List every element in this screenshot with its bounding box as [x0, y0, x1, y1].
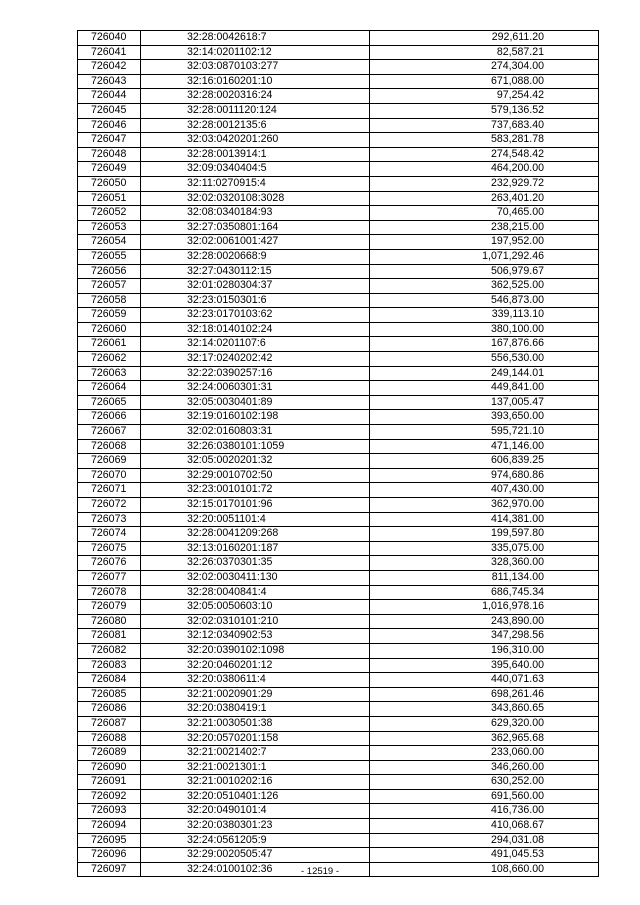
cadastral-number-cell: 32:21:0030501:38 [141, 716, 370, 731]
cadastral-number-cell: 32:20:0380301:23 [141, 819, 370, 834]
record-id-cell: 726088 [78, 731, 141, 746]
record-id-cell: 726053 [78, 220, 141, 235]
table-row [78, 279, 599, 294]
amount-cell: 440,071.63 [370, 673, 599, 688]
table-row [78, 162, 599, 177]
record-id-cell: 726059 [78, 308, 141, 323]
cadastral-number-cell: 32:09:0340404:5 [141, 162, 370, 177]
record-id-cell: 726040 [78, 31, 141, 46]
record-id-cell: 726073 [78, 512, 141, 527]
amount-cell: 629,320.00 [370, 716, 599, 731]
cadastral-number-cell: 32:11:0270915:4 [141, 176, 370, 191]
amount-cell: 97,254.42 [370, 89, 599, 104]
amount-cell: 410,068.67 [370, 819, 599, 834]
cadastral-number-cell: 32:18:0140102:24 [141, 322, 370, 337]
record-id-cell: 726049 [78, 162, 141, 177]
amount-cell: 274,548.42 [370, 147, 599, 162]
amount-cell: 137,005.47 [370, 395, 599, 410]
record-id-cell: 726061 [78, 337, 141, 352]
table-row [78, 337, 599, 352]
cadastral-number-cell: 32:02:0030411:130 [141, 570, 370, 585]
cadastral-number-cell: 32:22:0390257:16 [141, 366, 370, 381]
record-id-cell: 726078 [78, 585, 141, 600]
table-row [78, 60, 599, 75]
record-id-cell: 726085 [78, 687, 141, 702]
amount-cell: 347,298.56 [370, 629, 599, 644]
cadastral-number-cell: 32:20:0570201:158 [141, 731, 370, 746]
record-id-cell: 726080 [78, 614, 141, 629]
cadastral-number-cell: 32:24:0060301:31 [141, 381, 370, 396]
amount-cell: 233,060.00 [370, 746, 599, 761]
record-id-cell: 726090 [78, 760, 141, 775]
table-row [78, 293, 599, 308]
amount-cell: 471,146.00 [370, 439, 599, 454]
cadastral-number-cell: 32:28:0042618:7 [141, 31, 370, 46]
table-row [78, 410, 599, 425]
cadastral-number-cell: 32:13:0160201:187 [141, 541, 370, 556]
cadastral-number-cell: 32:21:0020901:29 [141, 687, 370, 702]
table-row [78, 395, 599, 410]
cadastral-number-cell: 32:28:0011120:124 [141, 103, 370, 118]
amount-cell: 974,680.86 [370, 468, 599, 483]
cadastral-number-cell: 32:24:0100102:36 [141, 862, 370, 877]
page-number: - 12519 - [300, 866, 340, 877]
record-id-cell: 726096 [78, 848, 141, 863]
amount-cell: 232,929.72 [370, 176, 599, 191]
table-row [78, 322, 599, 337]
cadastral-number-cell: 32:03:0420201:260 [141, 133, 370, 148]
record-id-cell: 726064 [78, 381, 141, 396]
property-table-body [78, 31, 599, 877]
amount-cell: 328,360.00 [370, 556, 599, 571]
amount-cell: 698,261.46 [370, 687, 599, 702]
record-id-cell: 726062 [78, 352, 141, 367]
cadastral-number-cell: 32:27:0430112:15 [141, 264, 370, 279]
cadastral-number-cell: 32:20:0380611:4 [141, 673, 370, 688]
record-id-cell: 726082 [78, 643, 141, 658]
amount-cell: 414,381.00 [370, 512, 599, 527]
cadastral-number-cell: 32:01:0280304:37 [141, 279, 370, 294]
cadastral-number-cell: 32:28:0041209:268 [141, 527, 370, 542]
amount-cell: 464,200.00 [370, 162, 599, 177]
table-row [78, 366, 599, 381]
amount-cell: 343,860.65 [370, 702, 599, 717]
record-id-cell: 726089 [78, 746, 141, 761]
amount-cell: 395,640.00 [370, 658, 599, 673]
amount-cell: 70,465.00 [370, 206, 599, 221]
cadastral-number-cell: 32:29:0010702:50 [141, 468, 370, 483]
amount-cell: 197,952.00 [370, 235, 599, 250]
table-row [78, 308, 599, 323]
record-id-cell: 726069 [78, 454, 141, 469]
table-row [78, 687, 599, 702]
record-id-cell: 726075 [78, 541, 141, 556]
table-row [78, 381, 599, 396]
record-id-cell: 726081 [78, 629, 141, 644]
amount-cell: 407,430.00 [370, 483, 599, 498]
amount-cell: 449,841.00 [370, 381, 599, 396]
table-row [78, 103, 599, 118]
table-row [78, 74, 599, 89]
record-id-cell: 726060 [78, 322, 141, 337]
cadastral-number-cell: 32:05:0020201:32 [141, 454, 370, 469]
cadastral-number-cell: 32:02:0160803:31 [141, 425, 370, 440]
table-row [78, 585, 599, 600]
record-id-cell: 726070 [78, 468, 141, 483]
cadastral-number-cell: 32:26:0380101:1059 [141, 439, 370, 454]
record-id-cell: 726095 [78, 833, 141, 848]
amount-cell: 630,252.00 [370, 775, 599, 790]
amount-cell: 691,560.00 [370, 789, 599, 804]
table-row [78, 600, 599, 615]
amount-cell: 491,045.53 [370, 848, 599, 863]
amount-cell: 380,100.00 [370, 322, 599, 337]
cadastral-number-cell: 32:23:0150301:6 [141, 293, 370, 308]
cadastral-number-cell: 32:21:0010202:16 [141, 775, 370, 790]
cadastral-number-cell: 32:21:0021402:7 [141, 746, 370, 761]
cadastral-number-cell: 32:28:0020316:24 [141, 89, 370, 104]
amount-cell: 362,525.00 [370, 279, 599, 294]
amount-cell: 1,071,292.46 [370, 249, 599, 264]
cadastral-number-cell: 32:21:0021301:1 [141, 760, 370, 775]
cadastral-number-cell: 32:20:0380419:1 [141, 702, 370, 717]
table-row [78, 235, 599, 250]
record-id-cell: 726055 [78, 249, 141, 264]
record-id-cell: 726045 [78, 103, 141, 118]
amount-cell: 249,144.01 [370, 366, 599, 381]
record-id-cell: 726077 [78, 570, 141, 585]
amount-cell: 671,088.00 [370, 74, 599, 89]
cadastral-number-cell: 32:02:0310101:210 [141, 614, 370, 629]
record-id-cell: 726056 [78, 264, 141, 279]
record-id-cell: 726048 [78, 147, 141, 162]
amount-cell: 1,016,978.16 [370, 600, 599, 615]
table-row [78, 629, 599, 644]
amount-cell: 686,745.34 [370, 585, 599, 600]
record-id-cell: 726068 [78, 439, 141, 454]
record-id-cell: 726074 [78, 527, 141, 542]
table-row [78, 118, 599, 133]
table-row [78, 454, 599, 469]
record-id-cell: 726097 [78, 862, 141, 877]
record-id-cell: 726044 [78, 89, 141, 104]
table-row [78, 716, 599, 731]
cadastral-number-cell: 32:20:0051101:4 [141, 512, 370, 527]
cadastral-number-cell: 32:20:0460201:12 [141, 658, 370, 673]
cadastral-number-cell: 32:28:0040841:4 [141, 585, 370, 600]
table-row [78, 804, 599, 819]
record-id-cell: 726065 [78, 395, 141, 410]
cadastral-number-cell: 32:29:0020505:47 [141, 848, 370, 863]
cadastral-number-cell: 32:24:0561205:9 [141, 833, 370, 848]
table-row [78, 191, 599, 206]
amount-cell: 108,660.00 [370, 862, 599, 877]
table-row [78, 483, 599, 498]
amount-cell: 243,890.00 [370, 614, 599, 629]
record-id-cell: 726046 [78, 118, 141, 133]
amount-cell: 294,031.08 [370, 833, 599, 848]
table-row [78, 789, 599, 804]
record-id-cell: 726094 [78, 819, 141, 834]
record-id-cell: 726052 [78, 206, 141, 221]
cadastral-number-cell: 32:26:0370301:35 [141, 556, 370, 571]
amount-cell: 416,736.00 [370, 804, 599, 819]
table-row [78, 147, 599, 162]
table-row [78, 570, 599, 585]
table-row [78, 498, 599, 513]
cadastral-number-cell: 32:02:0061001:427 [141, 235, 370, 250]
table-row [78, 176, 599, 191]
record-id-cell: 726087 [78, 716, 141, 731]
record-id-cell: 726092 [78, 789, 141, 804]
table-row [78, 746, 599, 761]
cadastral-number-cell: 32:28:0013914:1 [141, 147, 370, 162]
amount-cell: 274,304.00 [370, 60, 599, 75]
amount-cell: 263,401.20 [370, 191, 599, 206]
cadastral-number-cell: 32:16:0160201:10 [141, 74, 370, 89]
table-row [78, 439, 599, 454]
table-row [78, 89, 599, 104]
cadastral-number-cell: 32:02:0320108:3028 [141, 191, 370, 206]
cadastral-number-cell: 32:14:0201102:12 [141, 45, 370, 60]
record-id-cell: 726063 [78, 366, 141, 381]
amount-cell: 199,597.80 [370, 527, 599, 542]
table-row [78, 220, 599, 235]
table-row [78, 760, 599, 775]
amount-cell: 737,683.40 [370, 118, 599, 133]
record-id-cell: 726042 [78, 60, 141, 75]
record-id-cell: 726058 [78, 293, 141, 308]
amount-cell: 546,873.00 [370, 293, 599, 308]
amount-cell: 362,965.68 [370, 731, 599, 746]
table-row [78, 133, 599, 148]
cadastral-number-cell: 32:19:0160102:198 [141, 410, 370, 425]
table-row [78, 541, 599, 556]
cadastral-number-cell: 32:23:0170103:62 [141, 308, 370, 323]
amount-cell: 335,075.00 [370, 541, 599, 556]
cadastral-number-cell: 32:27:0350801:164 [141, 220, 370, 235]
table-row [78, 643, 599, 658]
record-id-cell: 726079 [78, 600, 141, 615]
amount-cell: 506,979.67 [370, 264, 599, 279]
table-row [78, 775, 599, 790]
amount-cell: 167,876.66 [370, 337, 599, 352]
table-row [78, 45, 599, 60]
table-row [78, 848, 599, 863]
record-id-cell: 726041 [78, 45, 141, 60]
table-row [78, 731, 599, 746]
record-id-cell: 726054 [78, 235, 141, 250]
cadastral-number-cell: 32:20:0490101:4 [141, 804, 370, 819]
cadastral-number-cell: 32:05:0050603:10 [141, 600, 370, 615]
amount-cell: 82,587.21 [370, 45, 599, 60]
record-id-cell: 726076 [78, 556, 141, 571]
table-row [78, 512, 599, 527]
table-row [78, 31, 599, 46]
record-id-cell: 726091 [78, 775, 141, 790]
record-id-cell: 726051 [78, 191, 141, 206]
cadastral-number-cell: 32:12:0340902:53 [141, 629, 370, 644]
record-id-cell: 726083 [78, 658, 141, 673]
amount-cell: 811,134.00 [370, 570, 599, 585]
table-row [78, 819, 599, 834]
cadastral-number-cell: 32:14:0201107:6 [141, 337, 370, 352]
amount-cell: 238,215.00 [370, 220, 599, 235]
cadastral-number-cell: 32:23:0010101:72 [141, 483, 370, 498]
cadastral-number-cell: 32:17:0240202:42 [141, 352, 370, 367]
amount-cell: 339,113.10 [370, 308, 599, 323]
cadastral-number-cell: 32:28:0020668:9 [141, 249, 370, 264]
record-id-cell: 726072 [78, 498, 141, 513]
cadastral-number-cell: 32:03:0870103:277 [141, 60, 370, 75]
amount-cell: 196,310.00 [370, 643, 599, 658]
record-id-cell: 726066 [78, 410, 141, 425]
table-row [78, 527, 599, 542]
table-row [78, 249, 599, 264]
amount-cell: 393,650.00 [370, 410, 599, 425]
table-row [78, 658, 599, 673]
record-id-cell: 726071 [78, 483, 141, 498]
table-row [78, 614, 599, 629]
record-id-cell: 726067 [78, 425, 141, 440]
table-row [78, 468, 599, 483]
cadastral-number-cell: 32:20:0390102:1098 [141, 643, 370, 658]
amount-cell: 579,136.52 [370, 103, 599, 118]
amount-cell: 346,260.00 [370, 760, 599, 775]
amount-cell: 595,721.10 [370, 425, 599, 440]
record-id-cell: 726057 [78, 279, 141, 294]
cadastral-number-cell: 32:05:0030401:89 [141, 395, 370, 410]
amount-cell: 362,970.00 [370, 498, 599, 513]
table-row [78, 425, 599, 440]
property-table [77, 30, 599, 877]
amount-cell: 292,611.20 [370, 31, 599, 46]
table-row [78, 702, 599, 717]
record-id-cell: 726086 [78, 702, 141, 717]
amount-cell: 606,839.25 [370, 454, 599, 469]
record-id-cell: 726047 [78, 133, 141, 148]
table-row [78, 556, 599, 571]
table-row [78, 833, 599, 848]
table-row [78, 673, 599, 688]
table-row [78, 264, 599, 279]
cadastral-number-cell: 32:08:0340184:93 [141, 206, 370, 221]
record-id-cell: 726043 [78, 74, 141, 89]
table-row [78, 206, 599, 221]
cadastral-number-cell: 32:28:0012135:6 [141, 118, 370, 133]
record-id-cell: 726050 [78, 176, 141, 191]
table-row [78, 352, 599, 367]
cadastral-number-cell: 32:20:0510401:126 [141, 789, 370, 804]
record-id-cell: 726084 [78, 673, 141, 688]
record-id-cell: 726093 [78, 804, 141, 819]
amount-cell: 556,530.00 [370, 352, 599, 367]
cadastral-number-cell: 32:15:0170101:96 [141, 498, 370, 513]
amount-cell: 583,281.78 [370, 133, 599, 148]
